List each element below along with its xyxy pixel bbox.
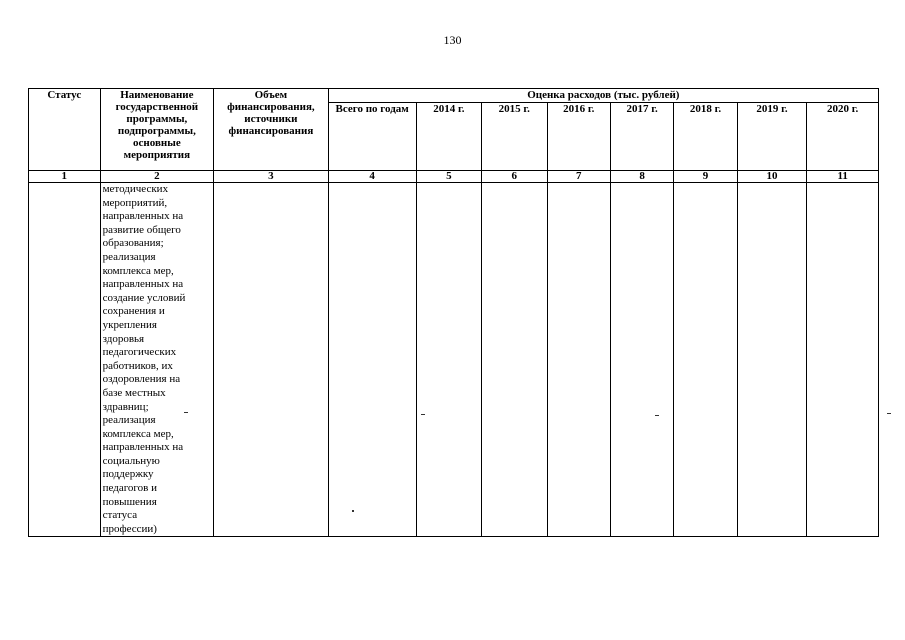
year-cell (737, 183, 807, 537)
header-year-2019: 2019 г. (737, 103, 807, 171)
scan-speck (887, 413, 891, 414)
column-number: 10 (737, 171, 807, 183)
column-number: 5 (416, 171, 481, 183)
header-year-2015: 2015 г. (482, 103, 547, 171)
scan-speck (655, 415, 659, 416)
funding-cell (214, 183, 329, 537)
column-number: 1 (29, 171, 101, 183)
year-cell (416, 183, 481, 537)
header-year-2018: 2018 г. (674, 103, 737, 171)
year-cell (807, 183, 879, 537)
table-row (29, 183, 879, 537)
scan-speck (421, 414, 425, 415)
header-status: Статус (29, 89, 101, 171)
page-number: 130 (443, 33, 462, 47)
column-number: 6 (482, 171, 547, 183)
year-cell (674, 183, 737, 537)
header-year-2014: 2014 г. (416, 103, 481, 171)
year-cell (482, 183, 547, 537)
column-number: 7 (547, 171, 610, 183)
header-total: Всего по годам (328, 103, 416, 171)
status-cell (29, 183, 101, 537)
year-cell (610, 183, 673, 537)
scan-speck (184, 412, 188, 413)
column-number: 3 (214, 171, 329, 183)
year-cell (547, 183, 610, 537)
expense-table (28, 88, 879, 537)
column-number: 11 (807, 171, 879, 183)
header-year-2017: 2017 г. (610, 103, 673, 171)
column-number: 8 (610, 171, 673, 183)
header-funding: Объем финансирования, источники финансирования (214, 89, 329, 171)
header-year-2016: 2016 г. (547, 103, 610, 171)
header-program-name: Наименование государственной программы, подпрограммы, основные мероприятия (100, 89, 214, 171)
total-cell (328, 183, 416, 537)
column-number: 4 (328, 171, 416, 183)
scan-speck (352, 510, 354, 512)
header-year-2020: 2020 г. (807, 103, 879, 171)
column-number: 2 (100, 171, 214, 183)
measure-description: методических мероприятий, направленных на развитие общего образования; реализация комплекса мер, направленных на создание условий сохранения и укрепления здоровья педагогических работников, их оздоровления на базе местных здравниц; реализация комплекса мер, направленных на социальную поддержку педагогов и повышения статуса профессии) (100, 183, 214, 537)
column-number-row (29, 171, 879, 183)
column-number: 9 (674, 171, 737, 183)
header-estimate: Оценка расходов (тыс. рублей) (328, 89, 878, 103)
